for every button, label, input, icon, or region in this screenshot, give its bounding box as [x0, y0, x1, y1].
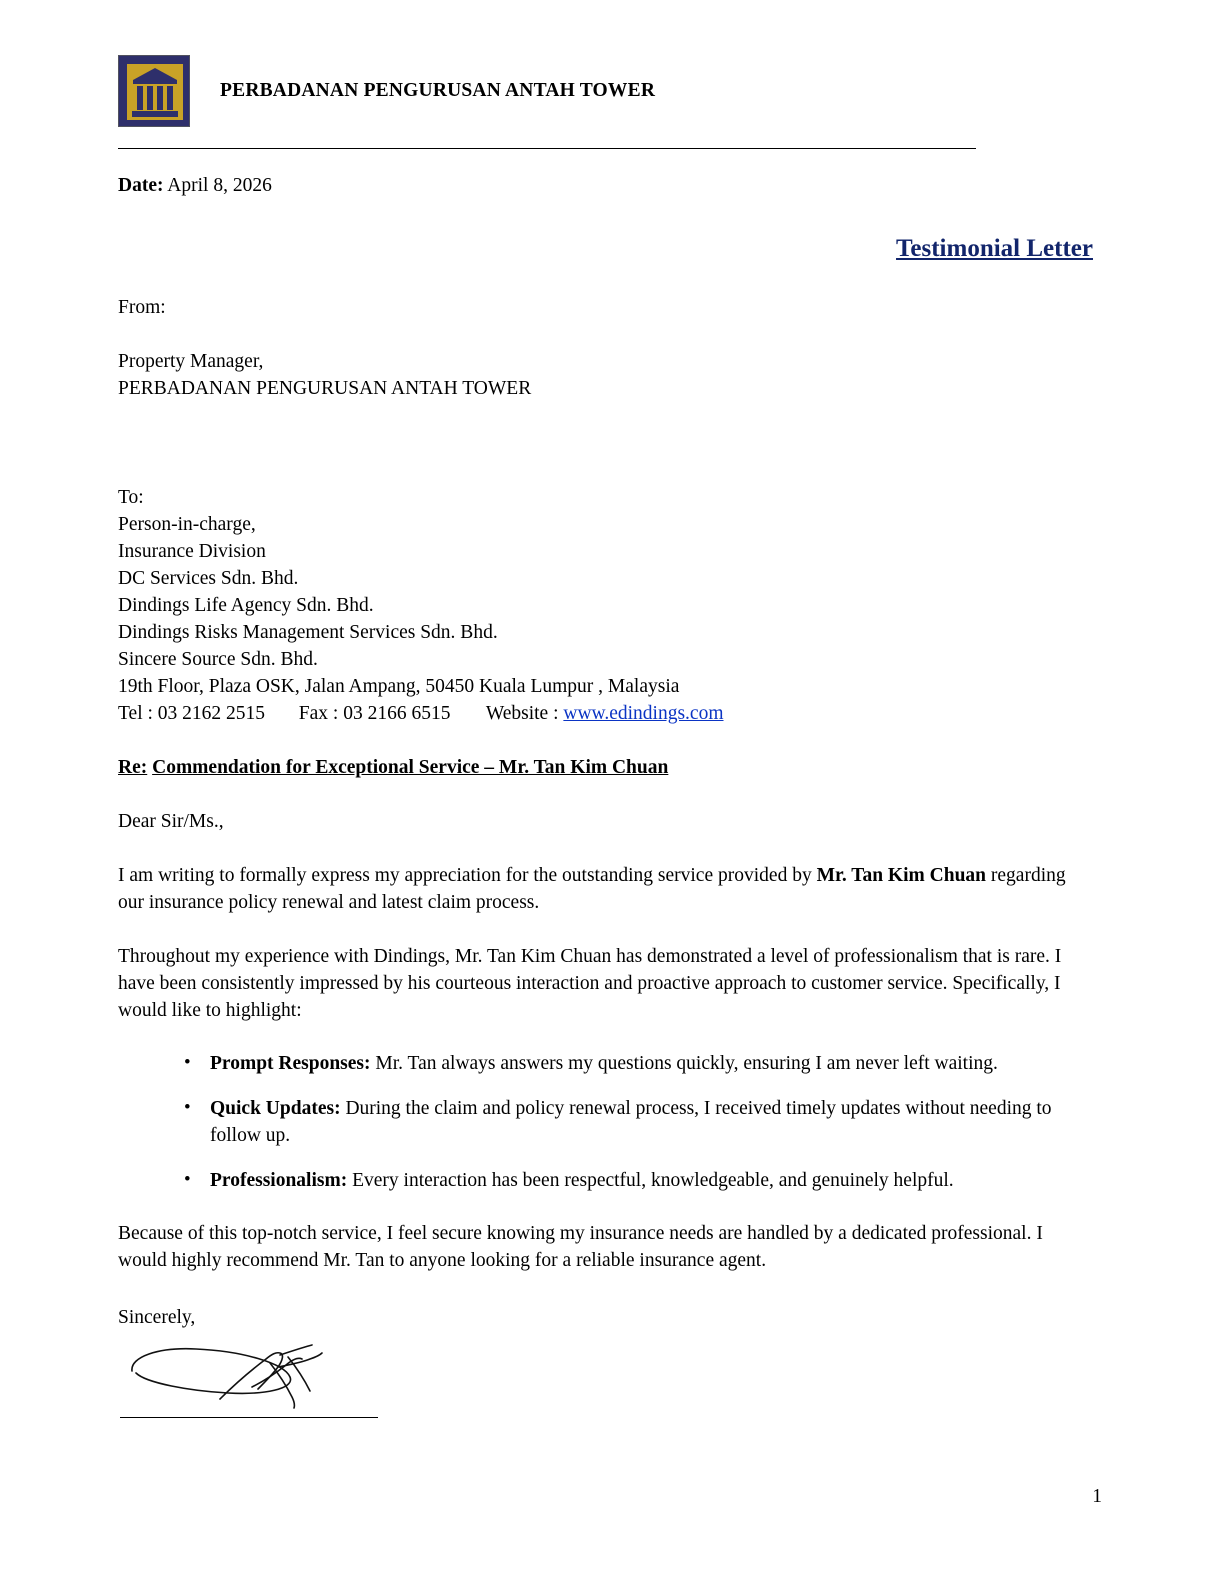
to-line-7: 19th Floor, Plaza OSK, Jalan Ampang, 50450 Kuala Lumpur , Malaysia [118, 676, 680, 697]
date-value: April 8, 2026 [167, 175, 272, 196]
highlight-text: Every interaction has been respectful, knowledgeable, and genuinely helpful. [347, 1170, 954, 1191]
highlight-text: Mr. Tan always answers my questions quickly, ensuring I am never left waiting. [370, 1053, 998, 1074]
salutation: Dear Sir/Ms., [118, 811, 224, 832]
highlight-label: Quick Updates: [210, 1098, 341, 1119]
website-label: Website : [485, 703, 564, 724]
subject-text: Commendation for Exceptional Service – Mr. Tan Kim Chuan [152, 757, 669, 778]
subject-line [118, 754, 1096, 781]
intro-part-2: regarding our insurance policy renewal and latest claim process. [118, 865, 1066, 913]
to-line-4: Dindings Life Agency Sdn. Bhd. [118, 595, 374, 616]
to-line-3: DC Services Sdn. Bhd. [118, 568, 299, 589]
list-item [184, 1050, 1096, 1077]
handwritten-signature [124, 1337, 394, 1415]
to-line-6: Sincere Source Sdn. Bhd. [118, 649, 318, 670]
page-title: Testimonial Letter [896, 235, 1093, 262]
body-paragraph: Throughout my experience with Dindings, Mr. Tan Kim Chuan has demonstrated a level of professionalism that is rare. I have been consistently impressed by his courteous interaction and proactive approach to customer service. Specifically, I would like to highlight: [118, 946, 1062, 1021]
letterhead [118, 55, 1106, 127]
to-heading: To: [118, 487, 144, 508]
closing-paragraph: Because of this top-notch service, I feel secure knowing my insurance needs are handled by a dedicated professional. I would highly recommend Mr. Tan to anyone looking for a reliable insurance agent. [118, 1223, 1043, 1271]
to-line-1: Person-in-charge, [118, 514, 256, 535]
date-label: Date: [118, 175, 164, 196]
page-number: 1 [1092, 1486, 1102, 1507]
date-line [118, 172, 1096, 199]
signature-rule [120, 1417, 378, 1418]
letter-body [118, 172, 1096, 1418]
list-item [184, 1095, 1096, 1149]
highlight-label: Prompt Responses: [210, 1053, 371, 1074]
intro-part-1: I am writing to formally express my appreciation for the outstanding service provided by [118, 865, 817, 886]
subject-prefix: Re: [118, 757, 148, 778]
website-link[interactable]: www.edindings.com [563, 703, 724, 724]
to-block [118, 484, 1096, 727]
header-rule [118, 148, 843, 149]
signature-icon [124, 1337, 394, 1415]
logo-glyph-icon [127, 64, 183, 120]
list-item [184, 1167, 1096, 1194]
contact-line [118, 700, 1096, 727]
highlight-text: During the claim and policy renewal process, I received timely updates without needing to follow up. [210, 1098, 1052, 1146]
sign-off-text: Sincerely, [118, 1307, 196, 1328]
agent-name: Mr. Tan Kim Chuan [816, 865, 987, 886]
highlight-label: Professionalism: [210, 1170, 348, 1191]
spacer [118, 321, 1096, 348]
fax-value: Fax : 03 2166 6515 [298, 703, 451, 724]
from-heading: From: [118, 297, 166, 318]
intro-paragraph [118, 862, 1096, 916]
company-name: PERBADANAN PENGURUSAN ANTAH TOWER [220, 80, 656, 101]
header-rule-stub [833, 148, 976, 149]
from-line-1: Property Manager, [118, 351, 264, 372]
from-block [118, 294, 1096, 402]
to-line-5: Dindings Risks Management Services Sdn. Bhd. [118, 622, 498, 643]
to-line-2: Insurance Division [118, 541, 266, 562]
highlights-list [118, 1050, 1096, 1194]
tel-value: Tel : 03 2162 2515 [118, 703, 266, 724]
from-line-2: PERBADANAN PENGURUSAN ANTAH TOWER [118, 378, 532, 399]
building-logo-icon [118, 55, 190, 127]
